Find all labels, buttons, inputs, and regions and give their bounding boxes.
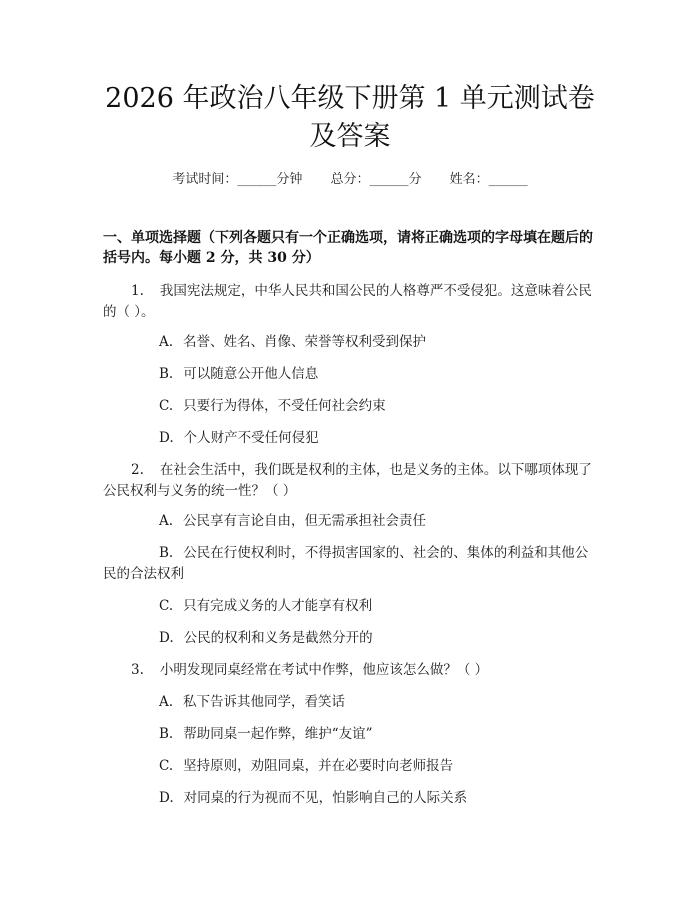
answer-option: [103, 692, 599, 713]
answer-option: [103, 724, 599, 745]
question-stem: [103, 281, 599, 323]
option-text: 只要行为得体，不受任何社会约束: [183, 398, 386, 414]
question-text: 小明发现同桌经常在考试中作弊，他应该怎么做？（ ）: [159, 662, 489, 678]
question-number: 3.: [131, 662, 144, 678]
question-text: 我国宪法规定，中华人民共和国公民的人格尊严不受侵犯。这意味着公民的（ ）。: [103, 283, 592, 320]
option-letter: D.: [159, 430, 174, 446]
answer-option: [103, 543, 599, 585]
option-letter: A.: [159, 694, 174, 710]
answer-option: [103, 596, 599, 617]
question-stem: [103, 660, 599, 681]
question-number: 2.: [131, 462, 144, 478]
total-score-field: 总分：______分: [330, 172, 422, 187]
option-text: 公民享有言论自由，但无需承担社会责任: [183, 513, 427, 529]
option-text: 只有完成义务的人才能享有权利: [183, 598, 373, 614]
option-letter: C.: [159, 398, 174, 414]
option-text: 公民的权利和义务是截然分开的: [183, 630, 373, 646]
option-text: 坚持原则，劝阻同桌，并在必要时向老师报告: [183, 758, 454, 774]
option-text: 名誉、姓名、肖像、荣誉等权利受到保护: [183, 334, 427, 350]
answer-option: [103, 628, 599, 649]
answer-option: [103, 788, 599, 809]
question-stem: [103, 460, 599, 502]
section-heading-single-choice: 一、单项选择题（下列各题只有一个正确选项，请将正确选项的字母填在题后的括号内。每小题 2 分，共 30 分）: [103, 230, 593, 266]
option-text: 可以随意公开他人信息: [183, 366, 319, 382]
option-letter: A.: [159, 513, 174, 529]
answer-option: [103, 756, 599, 777]
question-number: 1.: [131, 283, 144, 299]
option-letter: B.: [159, 726, 174, 742]
answer-option: [103, 511, 599, 532]
student-name-field: 姓名：______: [449, 172, 528, 187]
answer-option: [103, 428, 599, 449]
option-letter: D.: [159, 790, 174, 806]
document-title: 2026 年政治八年级下册第 1 单元测试卷及答案: [105, 83, 595, 152]
question-text: 在社会生活中，我们既是权利的主体，也是义务的主体。以下哪项体现了公民权利与义务的统一性？（ ）: [103, 462, 592, 499]
option-text: 帮助同桌一起作弊，维护“友谊”: [183, 726, 373, 742]
option-letter: C.: [159, 598, 174, 614]
option-letter: D.: [159, 630, 174, 646]
option-text: 对同桌的行为视而不见，怕影响自己的人际关系: [183, 790, 468, 806]
exam-meta-line: [0, 168, 700, 187]
answer-option: [103, 396, 599, 417]
option-letter: A.: [159, 334, 174, 350]
option-text: 公民在行使权利时，不得损害国家的、社会的、集体的利益和其他公民的合法权利: [103, 545, 589, 582]
option-letter: B.: [159, 545, 174, 561]
option-letter: B.: [159, 366, 174, 382]
option-text: 私下告诉其他同学，看笑话: [183, 694, 346, 710]
answer-option: [103, 364, 599, 385]
answer-option: [103, 332, 599, 353]
option-text: 个人财产不受任何侵犯: [183, 430, 319, 446]
exam-time-field: 考试时间：______分钟: [172, 172, 303, 187]
option-letter: C.: [159, 758, 174, 774]
